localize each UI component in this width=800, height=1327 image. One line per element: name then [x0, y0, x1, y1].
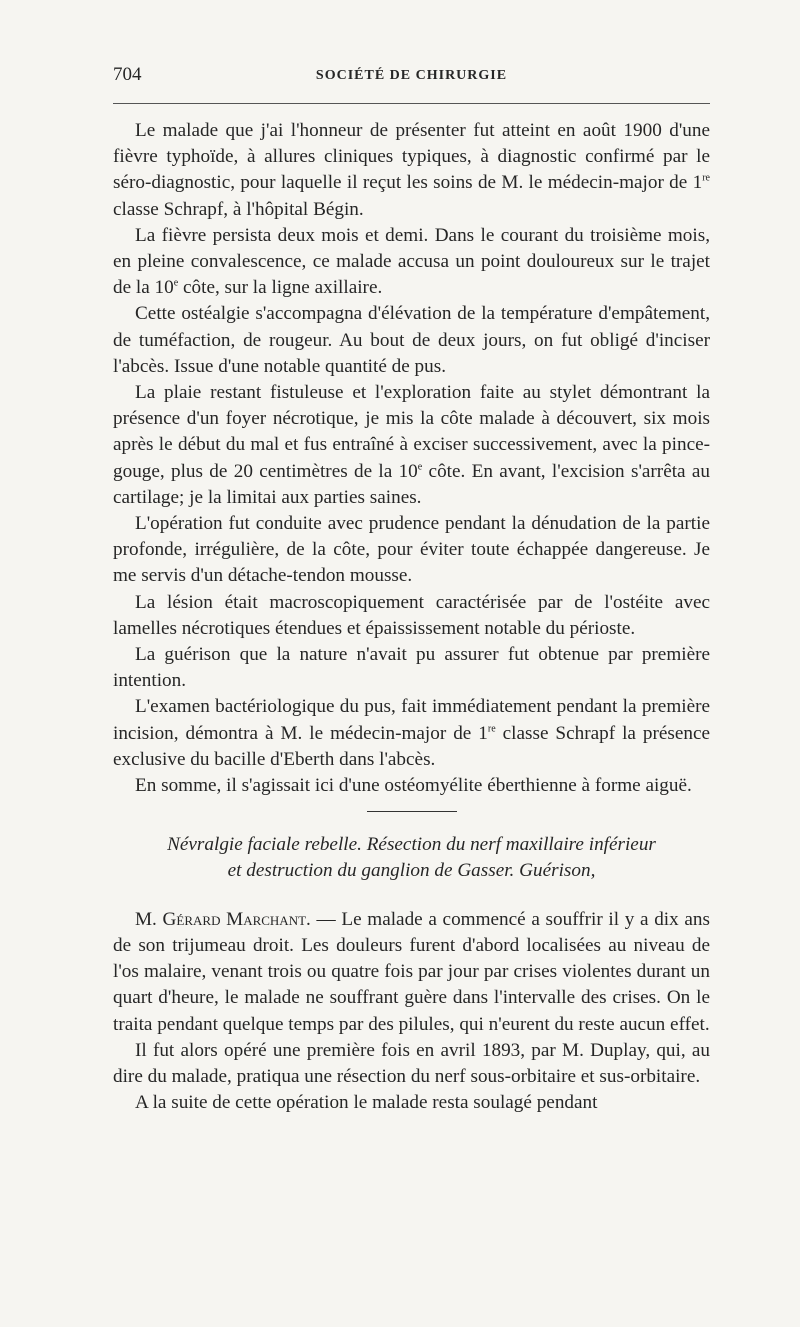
paragraph: Cette ostéalgie s'accompagna d'élévation de la température d'empâtement, de tuméfaction, de rougeur. Au bout de deux jours, on fut obligé d'inciser l'abcès. Issue d'une notable quantité de pus.	[113, 303, 710, 377]
paragraph: L'opération fut conduite avec prudence pendant la dénudation de la partie profonde, irrégulière, de la côte, pour éviter toute échappée dangereuse. Je me servis d'un détache-tendon mousse.	[113, 513, 710, 587]
paragraph: La lésion était macroscopiquement caractérisée par de l'ostéite avec lamelles nécrotiques étendues et épaississement notable du périoste.	[113, 591, 710, 639]
paragraph: En somme, il s'agissait ici d'une ostéomyélite éberthienne à forme aiguë.	[135, 775, 692, 797]
page-header	[113, 60, 710, 90]
paragraph: La plaie restant fistuleuse et l'exploration faite au stylet démontrant la présence d'un foyer nécrotique, je mis la côte malade à découvert, six mois après le début du mal et fus entraîné à exciser successivement, avec la pince-gouge, plus de 20 centimètres de la 10e côte. En avant, l'excision s'arrêta au cartilage; je la limitai aux parties saines.	[113, 382, 710, 508]
paragraph: Le malade que j'ai l'honneur de présenter fut atteint en août 1900 d'une fièvre typhoïde, à allures cliniques typiques, à diagnostic confirmé par le séro-diagnostic, pour laquelle il reçut les soins de M. le médecin-major de 1re classe Schrapf, à l'hôpital Bégin.	[113, 120, 710, 220]
body-text	[113, 118, 710, 1116]
running-title: SOCIÉTÉ DE CHIRURGIE	[315, 68, 508, 83]
paragraph: M. Gérard Marchant. — Le malade a commencé a souffrir il y a dix ans de son trijumeau droit. Les douleurs furent d'abord localisées au niveau de l'os malaire, venant trois ou quatre fois par jour par crises violentes durant un quart d'heure, le malade ne souffrant guère dans l'intervalle des crises. On le traita pendant quelque temps par des pilules, qui n'eurent du reste aucun effet.	[113, 908, 710, 1035]
paragraph: La fièvre persista deux mois et demi. Dans le courant du troisième mois, en pleine convalescence, ce malade accusa un point douloureux sur le trajet de la 10e côte, sur la ligne axillaire.	[113, 224, 710, 299]
page-number: 704	[113, 64, 142, 85]
section-title-line: Névralgie faciale rebelle. Résection du nerf maxillaire inférieur	[167, 834, 656, 856]
section-title	[113, 832, 710, 884]
paragraph: A la suite de cette opération le malade resta soulagé pendant	[135, 1092, 598, 1114]
paragraph: Il fut alors opéré une première fois en avril 1893, par M. Duplay, qui, au dire du malade, pratiqua une résection du nerf sous-orbitaire et sus-orbitaire.	[113, 1039, 710, 1087]
paragraph: L'examen bactériologique du pus, fait immédiatement pendant la première incision, démontra à M. le médecin-major de 1re classe Schrapf la présence exclusive du bacille d'Eberth dans l'abcès.	[113, 696, 710, 770]
section-separator	[367, 811, 457, 812]
author-name: M. Gérard Marchant.	[135, 908, 311, 930]
section-title-line: et destruction du ganglion de Gasser. Guérison,	[227, 860, 596, 882]
header-rule	[113, 103, 710, 104]
paragraph: La guérison que la nature n'avait pu assurer fut obtenue par première intention.	[113, 644, 710, 692]
